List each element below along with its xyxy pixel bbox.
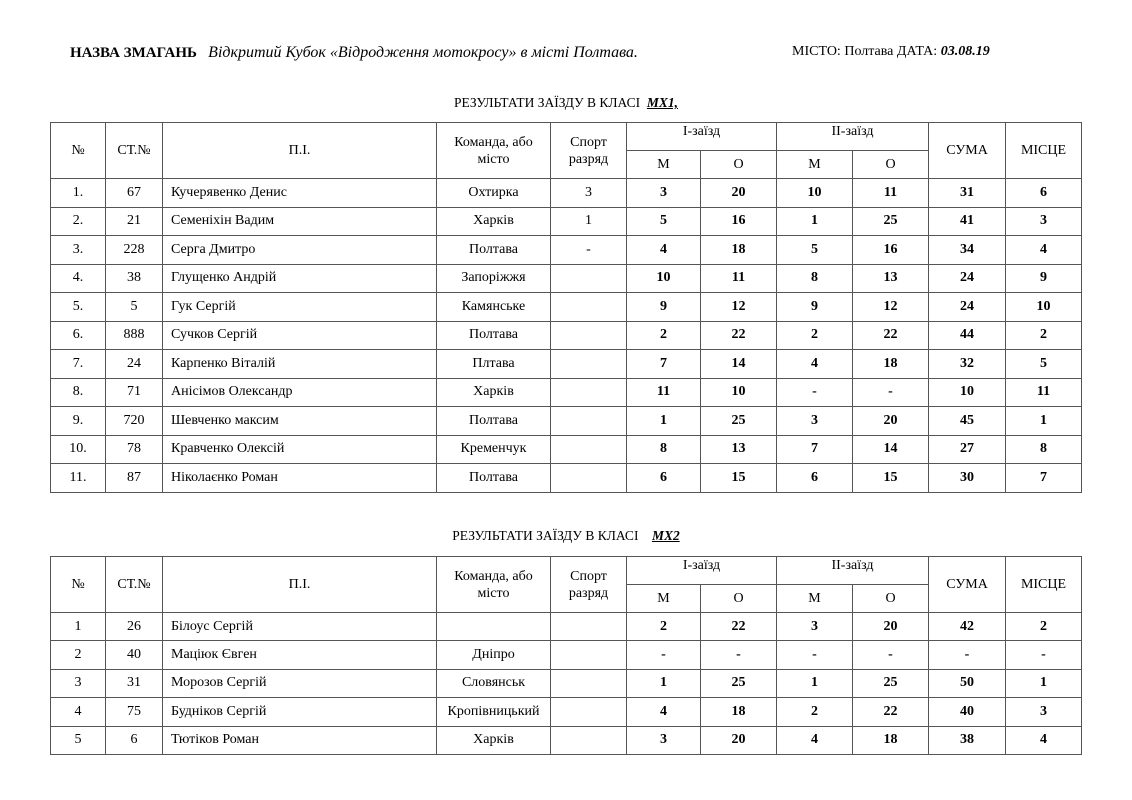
cell-start-num: 75	[106, 698, 163, 726]
competition-header	[70, 44, 638, 62]
cell-race2-o: 18	[853, 726, 929, 754]
cell-race2-m: 6	[777, 464, 853, 493]
col-race2: ІІ-заїзд	[777, 123, 929, 151]
cell-race1-m: 2	[627, 613, 701, 641]
col-race1: І-заїзд	[627, 123, 777, 151]
cell-sum: 41	[929, 207, 1006, 236]
col-race2: ІІ-заїзд	[777, 557, 929, 585]
col-race2-o: О	[853, 151, 929, 179]
cell-place: 6	[1006, 179, 1082, 208]
cell-name: Сучков Сергій	[163, 321, 437, 350]
cell-sum: 40	[929, 698, 1006, 726]
cell-place: 9	[1006, 264, 1082, 293]
cell-team: Полтава	[437, 236, 551, 265]
cell-place: 8	[1006, 435, 1082, 464]
cell-race1-o: 22	[701, 321, 777, 350]
cell-place: 3	[1006, 207, 1082, 236]
table-row	[51, 350, 1082, 379]
cell-race1-o: 20	[701, 726, 777, 754]
cell-rank: -	[551, 236, 627, 265]
cell-name: Семеніхін Вадим	[163, 207, 437, 236]
cell-team: Харків	[437, 207, 551, 236]
cell-num: 10.	[51, 435, 106, 464]
cell-place: 2	[1006, 321, 1082, 350]
cell-race1-o: 16	[701, 207, 777, 236]
city-date	[792, 44, 990, 60]
cell-place: 2	[1006, 613, 1082, 641]
table-row	[51, 613, 1082, 641]
col-sum: СУМА	[929, 557, 1006, 613]
cell-team: Дніпро	[437, 641, 551, 669]
cell-race1-m: 1	[627, 407, 701, 436]
cell-race1-m: 1	[627, 669, 701, 697]
cell-race2-m: 10	[777, 179, 853, 208]
cell-race1-o: 18	[701, 236, 777, 265]
cell-race1-m: 2	[627, 321, 701, 350]
cell-name: Карпенко Віталій	[163, 350, 437, 379]
cell-name: Будніков Сергій	[163, 698, 437, 726]
cell-place: 7	[1006, 464, 1082, 493]
cell-num: 2.	[51, 207, 106, 236]
city-value: Полтава	[844, 44, 894, 59]
cell-team: Харків	[437, 726, 551, 754]
header-row	[51, 123, 1082, 151]
col-start_num: СТ.№	[106, 557, 163, 613]
mx2-results-table	[50, 556, 1082, 755]
cell-start-num: 6	[106, 726, 163, 754]
cell-rank	[551, 321, 627, 350]
cell-rank	[551, 407, 627, 436]
cell-rank	[551, 264, 627, 293]
cell-race1-o: 10	[701, 378, 777, 407]
city-label: МІСТО:	[792, 44, 841, 59]
table-row	[51, 264, 1082, 293]
col-race2-o: О	[853, 585, 929, 613]
cell-race1-m: 3	[627, 179, 701, 208]
cell-place: 10	[1006, 293, 1082, 322]
col-num: №	[51, 123, 106, 179]
cell-race2-o: -	[853, 641, 929, 669]
cell-num: 8.	[51, 378, 106, 407]
cell-place: 4	[1006, 726, 1082, 754]
cell-num: 7.	[51, 350, 106, 379]
cell-num: 6.	[51, 321, 106, 350]
cell-race1-m: 3	[627, 726, 701, 754]
cell-sum: 42	[929, 613, 1006, 641]
cell-start-num: 40	[106, 641, 163, 669]
cell-team: Полтава	[437, 321, 551, 350]
col-name: П.І.	[163, 557, 437, 613]
cell-rank	[551, 698, 627, 726]
cell-race1-o: 20	[701, 179, 777, 208]
cell-num: 5	[51, 726, 106, 754]
cell-race2-m: 2	[777, 698, 853, 726]
cell-race1-o: 22	[701, 613, 777, 641]
cell-name: Ніколаєнко Роман	[163, 464, 437, 493]
cell-race2-o: 25	[853, 669, 929, 697]
cell-name: Глущенко Андрій	[163, 264, 437, 293]
cell-sum: 50	[929, 669, 1006, 697]
cell-race1-o: -	[701, 641, 777, 669]
class-name: MX2	[651, 528, 680, 543]
cell-race2-o: 20	[853, 407, 929, 436]
cell-race2-o: 22	[853, 321, 929, 350]
cell-sum: 45	[929, 407, 1006, 436]
competition-title: Відкритий Кубок «Відродження мотокросу» в місті Полтава.	[208, 44, 638, 61]
cell-rank	[551, 464, 627, 493]
col-sum: СУМА	[929, 123, 1006, 179]
cell-team: Полтава	[437, 407, 551, 436]
cell-start-num: 78	[106, 435, 163, 464]
col-start_num: СТ.№	[106, 123, 163, 179]
cell-rank: 1	[551, 207, 627, 236]
table-row	[51, 669, 1082, 697]
cell-name: Серга Дмитро	[163, 236, 437, 265]
cell-race2-m: 3	[777, 407, 853, 436]
cell-team: Словянськ	[437, 669, 551, 697]
date-label: ДАТА:	[896, 44, 938, 59]
cell-sum: 30	[929, 464, 1006, 493]
cell-place: 3	[1006, 698, 1082, 726]
cell-race2-m: 5	[777, 236, 853, 265]
cell-race2-o: 25	[853, 207, 929, 236]
cell-race1-o: 25	[701, 407, 777, 436]
cell-race2-m: 1	[777, 669, 853, 697]
table-row	[51, 321, 1082, 350]
col-race1-m: М	[627, 151, 701, 179]
col-name: П.І.	[163, 123, 437, 179]
table-row	[51, 378, 1082, 407]
col-race1-o: О	[701, 151, 777, 179]
table-row	[51, 293, 1082, 322]
cell-start-num: 87	[106, 464, 163, 493]
cell-start-num: 21	[106, 207, 163, 236]
cell-race1-m: 6	[627, 464, 701, 493]
cell-name: Білоус Сергій	[163, 613, 437, 641]
col-race2-m: М	[777, 585, 853, 613]
cell-rank	[551, 378, 627, 407]
date-value: 03.08.19	[940, 44, 990, 59]
cell-team: Запоріжжя	[437, 264, 551, 293]
cell-rank	[551, 350, 627, 379]
cell-race2-m: 8	[777, 264, 853, 293]
col-team: Команда, або місто	[437, 557, 551, 613]
cell-place: 11	[1006, 378, 1082, 407]
table-row	[51, 698, 1082, 726]
cell-team: Харків	[437, 378, 551, 407]
cell-num: 4	[51, 698, 106, 726]
cell-rank	[551, 641, 627, 669]
table-row	[51, 236, 1082, 265]
cell-sum: 38	[929, 726, 1006, 754]
cell-race2-o: 20	[853, 613, 929, 641]
cell-num: 4.	[51, 264, 106, 293]
cell-num: 5.	[51, 293, 106, 322]
cell-sum: 44	[929, 321, 1006, 350]
cell-team	[437, 613, 551, 641]
cell-race1-m: 8	[627, 435, 701, 464]
cell-start-num: 228	[106, 236, 163, 265]
mx2-caption	[0, 528, 1132, 544]
cell-race1-m: 4	[627, 236, 701, 265]
cell-race1-m: 4	[627, 698, 701, 726]
header-row	[51, 557, 1082, 585]
cell-place: 1	[1006, 669, 1082, 697]
cell-start-num: 720	[106, 407, 163, 436]
cell-race1-m: 9	[627, 293, 701, 322]
cell-race2-m: 3	[777, 613, 853, 641]
cell-race1-m: 11	[627, 378, 701, 407]
caption-text: РЕЗУЛЬТАТИ ЗАЇЗДУ В КЛАСІ	[452, 528, 639, 543]
cell-race2-o: 15	[853, 464, 929, 493]
competition-label: НАЗВА ЗМАГАНЬ	[70, 45, 197, 61]
cell-rank	[551, 726, 627, 754]
cell-race2-o: 12	[853, 293, 929, 322]
table-row	[51, 407, 1082, 436]
cell-race1-o: 11	[701, 264, 777, 293]
cell-race2-o: 14	[853, 435, 929, 464]
cell-num: 3.	[51, 236, 106, 265]
cell-sum: 10	[929, 378, 1006, 407]
cell-team: Камянське	[437, 293, 551, 322]
cell-race2-m: 9	[777, 293, 853, 322]
cell-place: 1	[1006, 407, 1082, 436]
cell-race2-m: 4	[777, 726, 853, 754]
cell-sum: -	[929, 641, 1006, 669]
cell-sum: 27	[929, 435, 1006, 464]
cell-race2-m: 4	[777, 350, 853, 379]
cell-race1-o: 12	[701, 293, 777, 322]
cell-sum: 24	[929, 293, 1006, 322]
cell-race1-o: 15	[701, 464, 777, 493]
col-place: МІСЦЕ	[1006, 123, 1082, 179]
cell-race1-m: -	[627, 641, 701, 669]
cell-race1-m: 7	[627, 350, 701, 379]
caption-text: РЕЗУЛЬТАТИ ЗАЇЗДУ В КЛАСІ	[453, 95, 641, 110]
cell-sum: 34	[929, 236, 1006, 265]
cell-name: Маціюк Євген	[163, 641, 437, 669]
cell-race2-m: 1	[777, 207, 853, 236]
cell-name: Морозов Сергій	[163, 669, 437, 697]
cell-name: Анісімов Олександр	[163, 378, 437, 407]
cell-race1-m: 10	[627, 264, 701, 293]
cell-num: 9.	[51, 407, 106, 436]
cell-race2-o: 22	[853, 698, 929, 726]
table-row	[51, 435, 1082, 464]
mx1-results-table	[50, 122, 1082, 493]
cell-name: Кучерявенко Денис	[163, 179, 437, 208]
cell-num: 1	[51, 613, 106, 641]
col-num: №	[51, 557, 106, 613]
cell-start-num: 38	[106, 264, 163, 293]
cell-start-num: 5	[106, 293, 163, 322]
col-rank: Спорт разряд	[551, 557, 627, 613]
cell-race2-o: 16	[853, 236, 929, 265]
cell-race1-o: 18	[701, 698, 777, 726]
cell-place: 4	[1006, 236, 1082, 265]
cell-rank	[551, 293, 627, 322]
cell-rank	[551, 435, 627, 464]
cell-num: 11.	[51, 464, 106, 493]
cell-place: 5	[1006, 350, 1082, 379]
cell-num: 3	[51, 669, 106, 697]
cell-race2-o: 18	[853, 350, 929, 379]
cell-race2-o: 11	[853, 179, 929, 208]
cell-rank	[551, 613, 627, 641]
cell-num: 1.	[51, 179, 106, 208]
cell-race2-o: 13	[853, 264, 929, 293]
cell-team: Охтирка	[437, 179, 551, 208]
cell-name: Гук Сергій	[163, 293, 437, 322]
cell-race1-m: 5	[627, 207, 701, 236]
class-name: MX1,	[646, 95, 679, 110]
cell-team: Плтава	[437, 350, 551, 379]
cell-rank	[551, 669, 627, 697]
cell-team: Полтава	[437, 464, 551, 493]
cell-start-num: 31	[106, 669, 163, 697]
cell-rank: 3	[551, 179, 627, 208]
col-race1-m: М	[627, 585, 701, 613]
col-race1: І-заїзд	[627, 557, 777, 585]
cell-team: Кропівницький	[437, 698, 551, 726]
cell-num: 2	[51, 641, 106, 669]
cell-name: Тютіков Роман	[163, 726, 437, 754]
table-row	[51, 464, 1082, 493]
col-race1-o: О	[701, 585, 777, 613]
cell-sum: 31	[929, 179, 1006, 208]
cell-race1-o: 14	[701, 350, 777, 379]
col-place: МІСЦЕ	[1006, 557, 1082, 613]
col-team: Команда, або місто	[437, 123, 551, 179]
cell-team: Кременчук	[437, 435, 551, 464]
cell-race1-o: 25	[701, 669, 777, 697]
col-rank: Спорт разряд	[551, 123, 627, 179]
cell-race2-o: -	[853, 378, 929, 407]
cell-race1-o: 13	[701, 435, 777, 464]
table-row	[51, 641, 1082, 669]
cell-race2-m: -	[777, 641, 853, 669]
cell-start-num: 24	[106, 350, 163, 379]
table-row	[51, 179, 1082, 208]
cell-start-num: 67	[106, 179, 163, 208]
cell-sum: 32	[929, 350, 1006, 379]
mx1-caption	[0, 95, 1132, 111]
cell-start-num: 888	[106, 321, 163, 350]
cell-race2-m: -	[777, 378, 853, 407]
cell-name: Кравченко Олексій	[163, 435, 437, 464]
table-row	[51, 207, 1082, 236]
cell-sum: 24	[929, 264, 1006, 293]
cell-start-num: 26	[106, 613, 163, 641]
cell-place: -	[1006, 641, 1082, 669]
cell-race2-m: 7	[777, 435, 853, 464]
cell-race2-m: 2	[777, 321, 853, 350]
col-race2-m: М	[777, 151, 853, 179]
table-row	[51, 726, 1082, 754]
cell-start-num: 71	[106, 378, 163, 407]
cell-name: Шевченко максим	[163, 407, 437, 436]
